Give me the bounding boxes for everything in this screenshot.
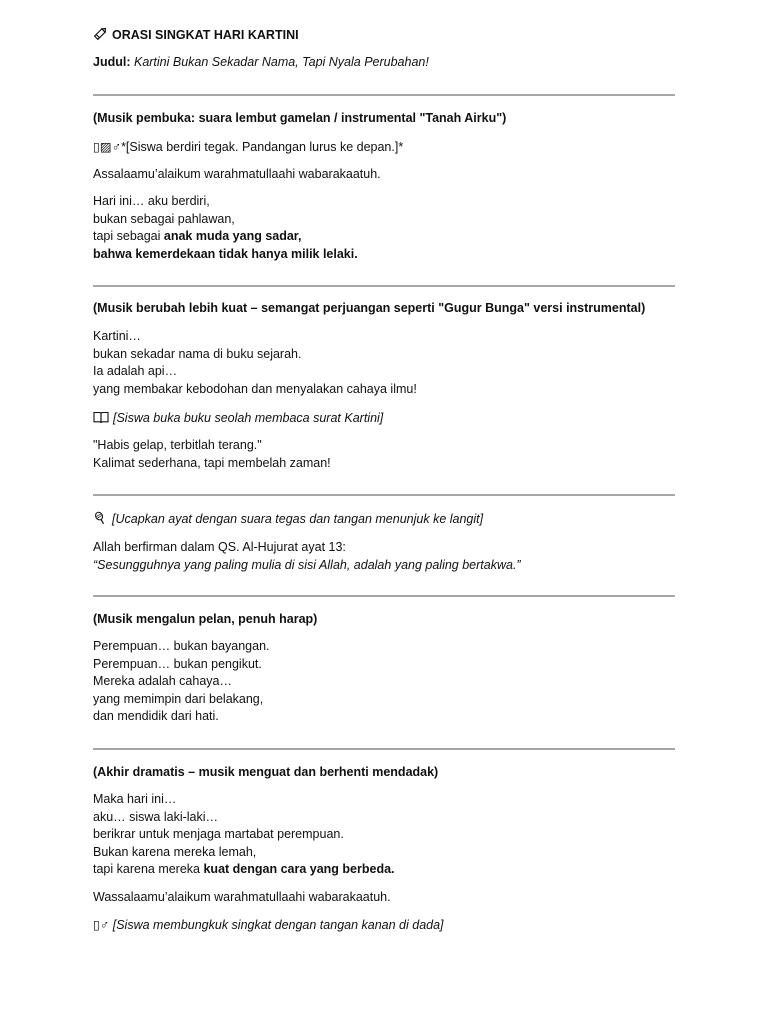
section-5-body <box>93 791 675 879</box>
body-line: Mereka adalah cahaya… <box>93 674 232 689</box>
body-line: bukan sekadar nama di buku sejarah. <box>93 346 302 361</box>
section-4-body <box>93 638 675 726</box>
stage-direction-text: [Siswa membungkuk singkat dengan tangan kanan di dada] <box>112 918 444 932</box>
title-text: ORASI SINGKAT HARI KARTINI <box>112 28 299 42</box>
judul-label: Judul: <box>93 55 131 69</box>
microphone-icon <box>93 511 108 529</box>
body-line: bukan sebagai pahlawan, <box>93 211 235 226</box>
final-stage-direction <box>93 917 675 935</box>
judul-text: Kartini Bukan Sekadar Nama, Tapi Nyala Perubahan! <box>133 55 429 69</box>
body-line-bold: kuat dengan cara yang berbeda. <box>203 862 395 877</box>
body-line <box>93 861 675 879</box>
section-divider <box>93 494 675 496</box>
section-divider <box>93 748 675 750</box>
stage-direction-text: [Ucapkan ayat dengan suara tegas dan tangan menunjuk ke langit] <box>112 512 484 526</box>
section-divider <box>93 595 675 597</box>
body-line: aku… siswa laki-laki… <box>93 809 219 824</box>
body-line: yang membakar kebodohan dan menyalakan cahaya ilmu! <box>93 381 417 396</box>
closing-greeting: Wassalaamu’alaikum warahmatullaahi wabarakaatuh. <box>93 890 391 904</box>
body-line: dan mendidik dari hati. <box>93 709 219 724</box>
body-line: Kartini… <box>93 329 141 343</box>
body-line: Ia adalah api… <box>93 364 178 379</box>
body-line-part: tapi karena mereka <box>93 862 204 877</box>
section-1-heading: (Musik pembuka: suara lembut gamelan / instrumental "Tanah Airku") <box>93 111 507 125</box>
document-title <box>93 26 299 42</box>
body-line-bold: bahwa kemerdekaan tidak hanya milik lelaki. <box>93 246 358 261</box>
section-2-quote <box>93 437 675 472</box>
verse-quote: “Sesungguhnya yang paling mulia di sisi Allah, adalah yang paling bertakwa.” <box>93 557 521 572</box>
person-bow-icon: ▯♂ <box>93 918 110 932</box>
body-line: Perempuan… bukan pengikut. <box>93 656 262 671</box>
body-line: yang memimpin dari belakang, <box>93 691 264 706</box>
stage-direction-text: [Siswa buka buku seolah membaca surat Kartini] <box>113 411 384 425</box>
body-line-bold: anak muda yang sadar, <box>163 229 302 244</box>
open-book-icon <box>93 410 109 428</box>
subtitle-line <box>93 55 429 69</box>
body-line: berikrar untuk menjaga martabat perempuan. <box>93 827 344 842</box>
body-line-part: tapi sebagai <box>93 229 164 244</box>
section-1-greeting: Assalaamu’alaikum warahmatullaahi wabarakaatuh. <box>93 167 381 181</box>
section-2-stage-direction <box>93 410 675 428</box>
body-line: Allah berfirman dalam QS. Al-Hujurat ayat 13: <box>93 540 346 554</box>
body-line: Bukan karena mereka lemah, <box>93 844 257 859</box>
body-line: Perempuan… bukan bayangan. <box>93 639 270 653</box>
section-2-body <box>93 328 675 398</box>
body-line: Hari ini… aku berdiri, <box>93 194 210 208</box>
section-3-stage-direction <box>93 511 675 529</box>
section-4-heading: (Musik mengalun pelan, penuh harap) <box>93 612 318 626</box>
section-1-body <box>93 193 675 263</box>
body-line <box>93 228 675 246</box>
pencil-icon <box>93 26 109 42</box>
section-5-heading: (Akhir dramatis – musik menguat dan berhenti mendadak) <box>93 765 439 779</box>
section-divider <box>93 94 675 96</box>
section-3-body <box>93 539 675 574</box>
section-1-stage-direction: ▯▨♂*[Siswa berdiri tegak. Pandangan lurus ke depan.]* <box>93 140 404 154</box>
quote-line: Kalimat sederhana, tapi membelah zaman! <box>93 455 331 470</box>
quote-line: "Habis gelap, terbitlah terang." <box>93 438 262 452</box>
section-divider <box>93 285 675 287</box>
body-line: Maka hari ini… <box>93 792 177 806</box>
section-2-heading: (Musik berubah lebih kuat – semangat perjuangan seperti "Gugur Bunga" versi instrumental) <box>93 301 646 315</box>
